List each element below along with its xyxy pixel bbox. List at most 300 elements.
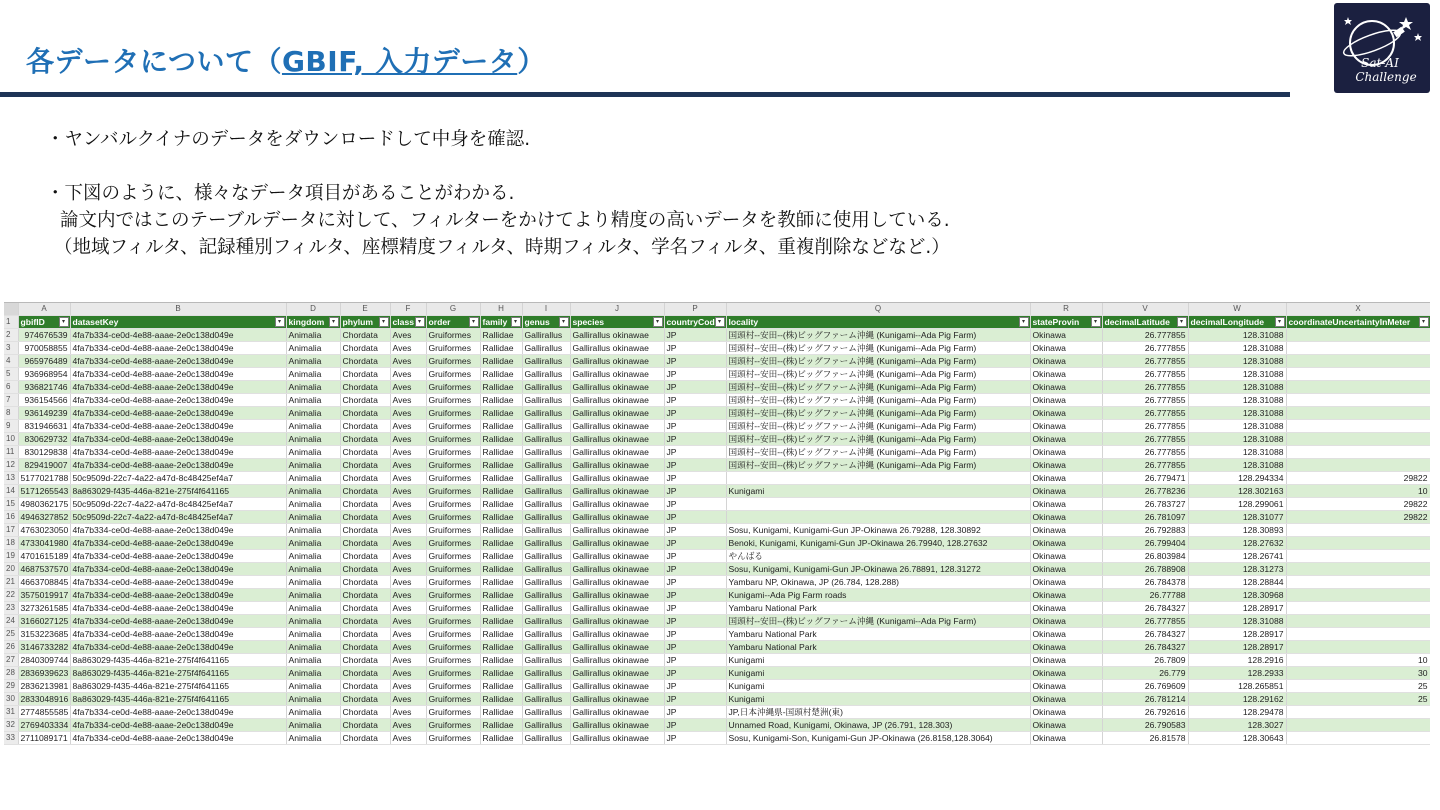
table-cell[interactable]: Okinawa [1030,498,1102,511]
table-cell[interactable]: 26.777855 [1102,394,1188,407]
table-cell[interactable]: 26.777855 [1102,420,1188,433]
table-cell[interactable]: Gallirallus okinawae [570,342,664,355]
table-cell[interactable]: 26.769609 [1102,680,1188,693]
table-cell[interactable]: JP [664,459,726,472]
table-cell[interactable] [1286,433,1430,446]
table-cell[interactable]: Benoki, Kunigami, Kunigami-Gun JP-Okinawa 26.79940, 128.27632 [726,537,1030,550]
table-cell[interactable]: 4fa7b334-ce0d-4e88-aaae-2e0c138d049e [70,381,286,394]
table-cell[interactable]: 128.30968 [1188,589,1286,602]
table-cell[interactable]: Animalia [286,628,340,641]
table-cell[interactable]: Animalia [286,641,340,654]
table-cell[interactable]: Gruiformes [426,537,480,550]
table-cell[interactable]: 26.792883 [1102,524,1188,537]
table-cell[interactable]: 128.31088 [1188,342,1286,355]
table-cell[interactable]: 128.31088 [1188,394,1286,407]
table-cell[interactable]: JP [664,524,726,537]
table-cell[interactable]: 128.31088 [1188,433,1286,446]
table-cell[interactable]: 128.2933 [1188,667,1286,680]
table-cell[interactable]: Aves [390,550,426,563]
column-letter[interactable]: W [1188,303,1286,316]
table-cell[interactable]: JP [664,446,726,459]
table-cell[interactable]: 国頭村--安田--(株)ビッグファーム沖縄 (Kunigami--Ada Pig Farm) [726,433,1030,446]
table-cell[interactable]: Rallidae [480,355,522,368]
table-cell[interactable]: Animalia [286,329,340,342]
table-cell[interactable]: 4fa7b334-ce0d-4e88-aaae-2e0c138d049e [70,615,286,628]
table-cell[interactable]: Gruiformes [426,615,480,628]
table-cell[interactable]: Okinawa [1030,641,1102,654]
table-cell[interactable] [1286,719,1430,732]
table-cell[interactable]: Aves [390,680,426,693]
table-cell[interactable] [1286,381,1430,394]
table-cell[interactable]: Gallirallus okinawae [570,602,664,615]
table-cell[interactable]: 4701615189 [18,550,70,563]
table-cell[interactable]: Okinawa [1030,537,1102,550]
filter-dropdown-icon[interactable]: ▾ [653,317,663,327]
table-cell[interactable]: 128.26741 [1188,550,1286,563]
table-cell[interactable]: Okinawa [1030,446,1102,459]
table-cell[interactable]: Animalia [286,537,340,550]
table-cell[interactable]: Gallirallus okinawae [570,550,664,563]
table-cell[interactable]: 26.81578 [1102,732,1188,745]
table-cell[interactable]: 26.781097 [1102,511,1188,524]
table-cell[interactable]: Gallirallus [522,719,570,732]
table-cell[interactable]: 936154566 [18,394,70,407]
table-cell[interactable]: Rallidae [480,472,522,485]
table-cell[interactable]: 4fa7b334-ce0d-4e88-aaae-2e0c138d049e [70,329,286,342]
table-cell[interactable]: 10 [1286,485,1430,498]
row-number[interactable]: 32 [4,719,18,732]
table-cell[interactable]: JP [664,550,726,563]
table-cell[interactable]: Chordata [340,394,390,407]
table-cell[interactable]: Gallirallus [522,407,570,420]
table-cell[interactable]: 50c9509d-22c7-4a22-a47d-8c48425ef4a7 [70,498,286,511]
table-cell[interactable]: Gallirallus [522,472,570,485]
table-cell[interactable]: 128.31088 [1188,368,1286,381]
table-cell[interactable]: Okinawa [1030,693,1102,706]
table-cell[interactable]: Gallirallus okinawae [570,628,664,641]
table-cell[interactable]: 128.31088 [1188,329,1286,342]
table-cell[interactable]: Rallidae [480,667,522,680]
table-cell[interactable]: 国頭村--安田--(株)ビッグファーム沖縄 (Kunigami--Ada Pig Farm) [726,329,1030,342]
column-letter[interactable]: E [340,303,390,316]
table-cell[interactable]: Gruiformes [426,394,480,407]
table-cell[interactable]: 128.3027 [1188,719,1286,732]
table-cell[interactable]: 128.294334 [1188,472,1286,485]
table-cell[interactable]: Kunigami [726,680,1030,693]
table-cell[interactable]: 3153223685 [18,628,70,641]
table-cell[interactable]: Gallirallus okinawae [570,381,664,394]
table-cell[interactable]: 4733041980 [18,537,70,550]
table-cell[interactable]: 3273261585 [18,602,70,615]
table-cell[interactable]: Gallirallus [522,420,570,433]
table-cell[interactable]: 30 [1286,667,1430,680]
row-number[interactable]: 17 [4,524,18,537]
table-cell[interactable]: Gallirallus [522,537,570,550]
table-cell[interactable]: Rallidae [480,680,522,693]
table-cell[interactable]: JP [664,563,726,576]
table-cell[interactable]: JP [664,433,726,446]
table-cell[interactable]: Aves [390,615,426,628]
table-cell[interactable]: Gruiformes [426,355,480,368]
table-cell[interactable]: 128.31088 [1188,381,1286,394]
table-cell[interactable]: Animalia [286,693,340,706]
table-cell[interactable]: Okinawa [1030,719,1102,732]
table-cell[interactable]: Rallidae [480,407,522,420]
table-cell[interactable]: 2769403334 [18,719,70,732]
row-number[interactable]: 5 [4,368,18,381]
table-cell[interactable]: 26.792616 [1102,706,1188,719]
row-number[interactable]: 18 [4,537,18,550]
table-cell[interactable]: Gruiformes [426,511,480,524]
table-cell[interactable]: 26.777855 [1102,407,1188,420]
table-cell[interactable]: 25 [1286,693,1430,706]
table-cell[interactable]: 4fa7b334-ce0d-4e88-aaae-2e0c138d049e [70,706,286,719]
table-cell[interactable]: 国頭村--安田--(株)ビッグファーム沖縄 (Kunigami--Ada Pig Farm) [726,407,1030,420]
table-cell[interactable]: Animalia [286,680,340,693]
column-letter[interactable]: R [1030,303,1102,316]
table-cell[interactable]: Gallirallus okinawae [570,420,664,433]
table-cell[interactable]: 8a863029-f435-446a-821e-275f4f641165 [70,693,286,706]
table-cell[interactable]: Gallirallus okinawae [570,693,664,706]
table-cell[interactable]: Rallidae [480,459,522,472]
table-cell[interactable]: Chordata [340,667,390,680]
table-cell[interactable]: 128.28917 [1188,628,1286,641]
table-cell[interactable]: 国頭村--安田--(株)ビッグファーム沖縄 (Kunigami--Ada Pig Farm) [726,342,1030,355]
table-cell[interactable]: Gallirallus okinawae [570,680,664,693]
table-cell[interactable]: Chordata [340,446,390,459]
table-cell[interactable]: 965976489 [18,355,70,368]
table-cell[interactable]: 26.777855 [1102,459,1188,472]
table-cell[interactable] [1286,641,1430,654]
table-cell[interactable]: Animalia [286,511,340,524]
table-cell[interactable]: Rallidae [480,524,522,537]
table-cell[interactable]: Aves [390,407,426,420]
table-cell[interactable]: 936149239 [18,407,70,420]
table-cell[interactable]: Gallirallus [522,498,570,511]
table-cell[interactable]: Chordata [340,628,390,641]
table-cell[interactable]: Chordata [340,550,390,563]
filter-dropdown-icon[interactable]: ▾ [715,317,725,327]
row-number[interactable]: 20 [4,563,18,576]
column-letter[interactable]: J [570,303,664,316]
table-cell[interactable]: Gallirallus okinawae [570,589,664,602]
table-cell[interactable]: 4946327852 [18,511,70,524]
title-link[interactable]: GBIF, 入力データ [281,45,518,78]
table-cell[interactable]: 128.29478 [1188,706,1286,719]
table-cell[interactable]: Gallirallus [522,563,570,576]
table-cell[interactable]: 国頭村--安田--(株)ビッグファーム沖縄 (Kunigami--Ada Pig Farm) [726,394,1030,407]
table-cell[interactable]: 128.31088 [1188,459,1286,472]
table-cell[interactable]: Gruiformes [426,407,480,420]
table-cell[interactable]: 29822 [1286,498,1430,511]
table-cell[interactable] [1286,732,1430,745]
table-cell[interactable]: JP [664,615,726,628]
row-number[interactable]: 28 [4,667,18,680]
table-cell[interactable]: Gallirallus [522,732,570,745]
table-cell[interactable]: 3575019917 [18,589,70,602]
table-cell[interactable]: 8a863029-f435-446a-821e-275f4f641165 [70,485,286,498]
table-cell[interactable]: Chordata [340,407,390,420]
table-cell[interactable]: 国頭村--安田--(株)ビッグファーム沖縄 (Kunigami--Ada Pig Farm) [726,381,1030,394]
table-cell[interactable]: Gruiformes [426,433,480,446]
table-cell[interactable]: 128.31088 [1188,615,1286,628]
table-cell[interactable]: Animalia [286,589,340,602]
table-cell[interactable]: 26.777855 [1102,342,1188,355]
table-cell[interactable]: Gallirallus [522,355,570,368]
select-all-corner[interactable] [4,303,18,316]
table-cell[interactable]: 4fa7b334-ce0d-4e88-aaae-2e0c138d049e [70,537,286,550]
table-cell[interactable]: Chordata [340,706,390,719]
table-cell[interactable]: Rallidae [480,654,522,667]
table-cell[interactable]: Gallirallus okinawae [570,407,664,420]
table-cell[interactable]: 26.777855 [1102,329,1188,342]
table-cell[interactable]: Gallirallus [522,459,570,472]
spreadsheet[interactable] [4,302,1430,808]
table-cell[interactable]: Chordata [340,680,390,693]
table-cell[interactable]: Gallirallus okinawae [570,576,664,589]
table-cell[interactable] [1286,615,1430,628]
table-cell[interactable]: JP [664,355,726,368]
table-cell[interactable]: 2833048916 [18,693,70,706]
table-cell[interactable]: Rallidae [480,498,522,511]
table-cell[interactable]: Gruiformes [426,693,480,706]
table-cell[interactable]: 2836939623 [18,667,70,680]
table-cell[interactable]: Aves [390,654,426,667]
table-cell[interactable]: Chordata [340,472,390,485]
table-cell[interactable]: Gallirallus [522,628,570,641]
table-cell[interactable]: 4fa7b334-ce0d-4e88-aaae-2e0c138d049e [70,368,286,381]
table-cell[interactable]: Gallirallus okinawae [570,329,664,342]
table-cell[interactable] [1286,407,1430,420]
table-cell[interactable]: Aves [390,472,426,485]
table-cell[interactable]: 4fa7b334-ce0d-4e88-aaae-2e0c138d049e [70,524,286,537]
table-cell[interactable]: Rallidae [480,342,522,355]
row-number[interactable]: 16 [4,511,18,524]
table-cell[interactable]: Rallidae [480,641,522,654]
table-cell[interactable]: 8a863029-f435-446a-821e-275f4f641165 [70,654,286,667]
table-cell[interactable] [1286,342,1430,355]
table-cell[interactable]: 26.788908 [1102,563,1188,576]
table-cell[interactable]: Chordata [340,589,390,602]
table-cell[interactable]: 4980362175 [18,498,70,511]
table-cell[interactable]: Gallirallus okinawae [570,654,664,667]
table-cell[interactable]: Gruiformes [426,563,480,576]
row-number[interactable]: 2 [4,329,18,342]
table-cell[interactable]: Aves [390,381,426,394]
table-cell[interactable]: Sosu, Kunigami, Kunigami-Gun JP-Okinawa 26.79288, 128.30892 [726,524,1030,537]
table-cell[interactable]: 128.31273 [1188,563,1286,576]
table-cell[interactable]: Gruiformes [426,576,480,589]
row-number[interactable]: 27 [4,654,18,667]
filter-dropdown-icon[interactable]: ▾ [1091,317,1101,327]
table-cell[interactable]: 8a863029-f435-446a-821e-275f4f641165 [70,680,286,693]
table-cell[interactable]: Aves [390,368,426,381]
table-cell[interactable]: Sosu, Kunigami-Son, Kunigami-Gun JP-Okinawa (26.8158,128.3064) [726,732,1030,745]
table-cell[interactable]: 26.777855 [1102,615,1188,628]
table-cell[interactable]: JP [664,368,726,381]
table-cell[interactable]: Gallirallus [522,667,570,680]
table-cell[interactable]: 4fa7b334-ce0d-4e88-aaae-2e0c138d049e [70,589,286,602]
table-cell[interactable]: 国頭村--安田--(株)ビッグファーム沖縄 (Kunigami--Ada Pig Farm) [726,615,1030,628]
column-letter[interactable]: X [1286,303,1430,316]
table-cell[interactable]: 974676539 [18,329,70,342]
table-cell[interactable]: Aves [390,394,426,407]
table-cell[interactable]: Kunigami--Ada Pig Farm roads [726,589,1030,602]
table-cell[interactable]: 5171265543 [18,485,70,498]
row-number[interactable]: 26 [4,641,18,654]
table-cell[interactable]: Gallirallus okinawae [570,706,664,719]
table-cell[interactable]: 29822 [1286,472,1430,485]
row-number[interactable]: 14 [4,485,18,498]
row-number[interactable]: 19 [4,550,18,563]
column-letter[interactable]: Q [726,303,1030,316]
table-cell[interactable] [1286,459,1430,472]
table-cell[interactable]: Animalia [286,342,340,355]
table-cell[interactable]: Okinawa [1030,628,1102,641]
table-cell[interactable]: Gallirallus [522,706,570,719]
table-cell[interactable]: Animalia [286,667,340,680]
table-cell[interactable]: JP [664,732,726,745]
table-cell[interactable]: Gallirallus okinawae [570,472,664,485]
table-cell[interactable]: 25 [1286,680,1430,693]
table-cell[interactable]: Gruiformes [426,680,480,693]
table-cell[interactable]: 830629732 [18,433,70,446]
table-cell[interactable]: Animalia [286,446,340,459]
table-cell[interactable]: Gruiformes [426,628,480,641]
table-cell[interactable]: 10 [1286,654,1430,667]
table-cell[interactable]: Gruiformes [426,641,480,654]
table-cell[interactable]: Okinawa [1030,472,1102,485]
table-cell[interactable]: Gallirallus [522,433,570,446]
table-cell[interactable]: 2774855585 [18,706,70,719]
table-cell[interactable]: Okinawa [1030,706,1102,719]
row-number[interactable]: 8 [4,407,18,420]
table-cell[interactable]: Okinawa [1030,394,1102,407]
filter-dropdown-icon[interactable]: ▾ [469,317,479,327]
table-cell[interactable]: Kunigami [726,485,1030,498]
table-cell[interactable]: Chordata [340,420,390,433]
table-cell[interactable]: Okinawa [1030,576,1102,589]
table-cell[interactable]: Aves [390,459,426,472]
table-cell[interactable]: Chordata [340,693,390,706]
table-cell[interactable]: Animalia [286,407,340,420]
table-cell[interactable]: Gallirallus [522,641,570,654]
table-cell[interactable]: 128.28917 [1188,602,1286,615]
table-cell[interactable]: Gallirallus okinawae [570,498,664,511]
table-cell[interactable]: Gallirallus okinawae [570,511,664,524]
table-cell[interactable]: 128.31088 [1188,420,1286,433]
table-cell[interactable]: 4fa7b334-ce0d-4e88-aaae-2e0c138d049e [70,641,286,654]
column-letter[interactable]: P [664,303,726,316]
table-cell[interactable]: Aves [390,420,426,433]
table-cell[interactable]: Rallidae [480,537,522,550]
table-cell[interactable]: Chordata [340,563,390,576]
table-cell[interactable]: JP [664,719,726,732]
table-cell[interactable] [1286,355,1430,368]
table-cell[interactable]: Kunigami [726,654,1030,667]
table-cell[interactable]: Rallidae [480,589,522,602]
table-cell[interactable]: Yambaru National Park [726,602,1030,615]
table-cell[interactable]: Chordata [340,355,390,368]
table-cell[interactable]: 4fa7b334-ce0d-4e88-aaae-2e0c138d049e [70,576,286,589]
table-cell[interactable]: 29822 [1286,511,1430,524]
table-cell[interactable]: Rallidae [480,433,522,446]
table-cell[interactable]: JP [664,641,726,654]
table-cell[interactable]: Gallirallus [522,329,570,342]
table-cell[interactable]: Chordata [340,381,390,394]
table-cell[interactable]: Gruiformes [426,654,480,667]
table-cell[interactable]: Gallirallus okinawae [570,485,664,498]
table-cell[interactable]: 3146733282 [18,641,70,654]
table-cell[interactable]: Gruiformes [426,459,480,472]
table-cell[interactable]: Chordata [340,576,390,589]
table-cell[interactable]: Gruiformes [426,485,480,498]
row-number[interactable]: 31 [4,706,18,719]
table-cell[interactable]: 4fa7b334-ce0d-4e88-aaae-2e0c138d049e [70,563,286,576]
table-cell[interactable]: Gallirallus okinawae [570,615,664,628]
table-cell[interactable]: 26.777855 [1102,368,1188,381]
table-cell[interactable]: Aves [390,719,426,732]
table-cell[interactable]: Animalia [286,576,340,589]
table-cell[interactable]: 4fa7b334-ce0d-4e88-aaae-2e0c138d049e [70,732,286,745]
table-cell[interactable]: Gallirallus okinawae [570,641,664,654]
table-cell[interactable]: Gruiformes [426,589,480,602]
table-cell[interactable]: Okinawa [1030,563,1102,576]
row-number[interactable]: 1 [4,316,18,329]
table-cell[interactable]: 128.31088 [1188,355,1286,368]
table-cell[interactable]: Okinawa [1030,355,1102,368]
table-cell[interactable]: Okinawa [1030,602,1102,615]
filter-dropdown-icon[interactable]: ▾ [275,317,285,327]
table-cell[interactable]: 829419007 [18,459,70,472]
table-cell[interactable]: Aves [390,641,426,654]
table-cell[interactable]: 50c9509d-22c7-4a22-a47d-8c48425ef4a7 [70,472,286,485]
table-cell[interactable]: JP [664,381,726,394]
column-letter[interactable]: V [1102,303,1188,316]
table-cell[interactable]: 4763023050 [18,524,70,537]
table-cell[interactable]: Gallirallus okinawae [570,459,664,472]
table-cell[interactable]: Okinawa [1030,615,1102,628]
table-cell[interactable]: 26.777855 [1102,446,1188,459]
table-cell[interactable]: Chordata [340,654,390,667]
table-cell[interactable]: 4fa7b334-ce0d-4e88-aaae-2e0c138d049e [70,446,286,459]
table-cell[interactable]: 26.781214 [1102,693,1188,706]
row-number[interactable]: 3 [4,342,18,355]
table-cell[interactable]: Chordata [340,511,390,524]
table-cell[interactable]: Animalia [286,654,340,667]
table-cell[interactable] [1286,420,1430,433]
table-cell[interactable]: Aves [390,537,426,550]
table-cell[interactable]: 128.31088 [1188,407,1286,420]
table-cell[interactable]: 2836213981 [18,680,70,693]
table-cell[interactable]: 4fa7b334-ce0d-4e88-aaae-2e0c138d049e [70,420,286,433]
table-cell[interactable]: Okinawa [1030,381,1102,394]
table-cell[interactable]: Aves [390,576,426,589]
row-number[interactable]: 25 [4,628,18,641]
table-cell[interactable]: 26.777855 [1102,355,1188,368]
table-cell[interactable]: Rallidae [480,628,522,641]
table-cell[interactable]: 4fa7b334-ce0d-4e88-aaae-2e0c138d049e [70,719,286,732]
column-letter[interactable]: A [18,303,70,316]
table-cell[interactable]: Animalia [286,732,340,745]
table-cell[interactable]: Animalia [286,615,340,628]
table-cell[interactable]: 4fa7b334-ce0d-4e88-aaae-2e0c138d049e [70,628,286,641]
row-number[interactable]: 4 [4,355,18,368]
table-cell[interactable]: Aves [390,693,426,706]
table-cell[interactable]: 128.31077 [1188,511,1286,524]
table-cell[interactable]: Aves [390,628,426,641]
table-cell[interactable]: Aves [390,667,426,680]
